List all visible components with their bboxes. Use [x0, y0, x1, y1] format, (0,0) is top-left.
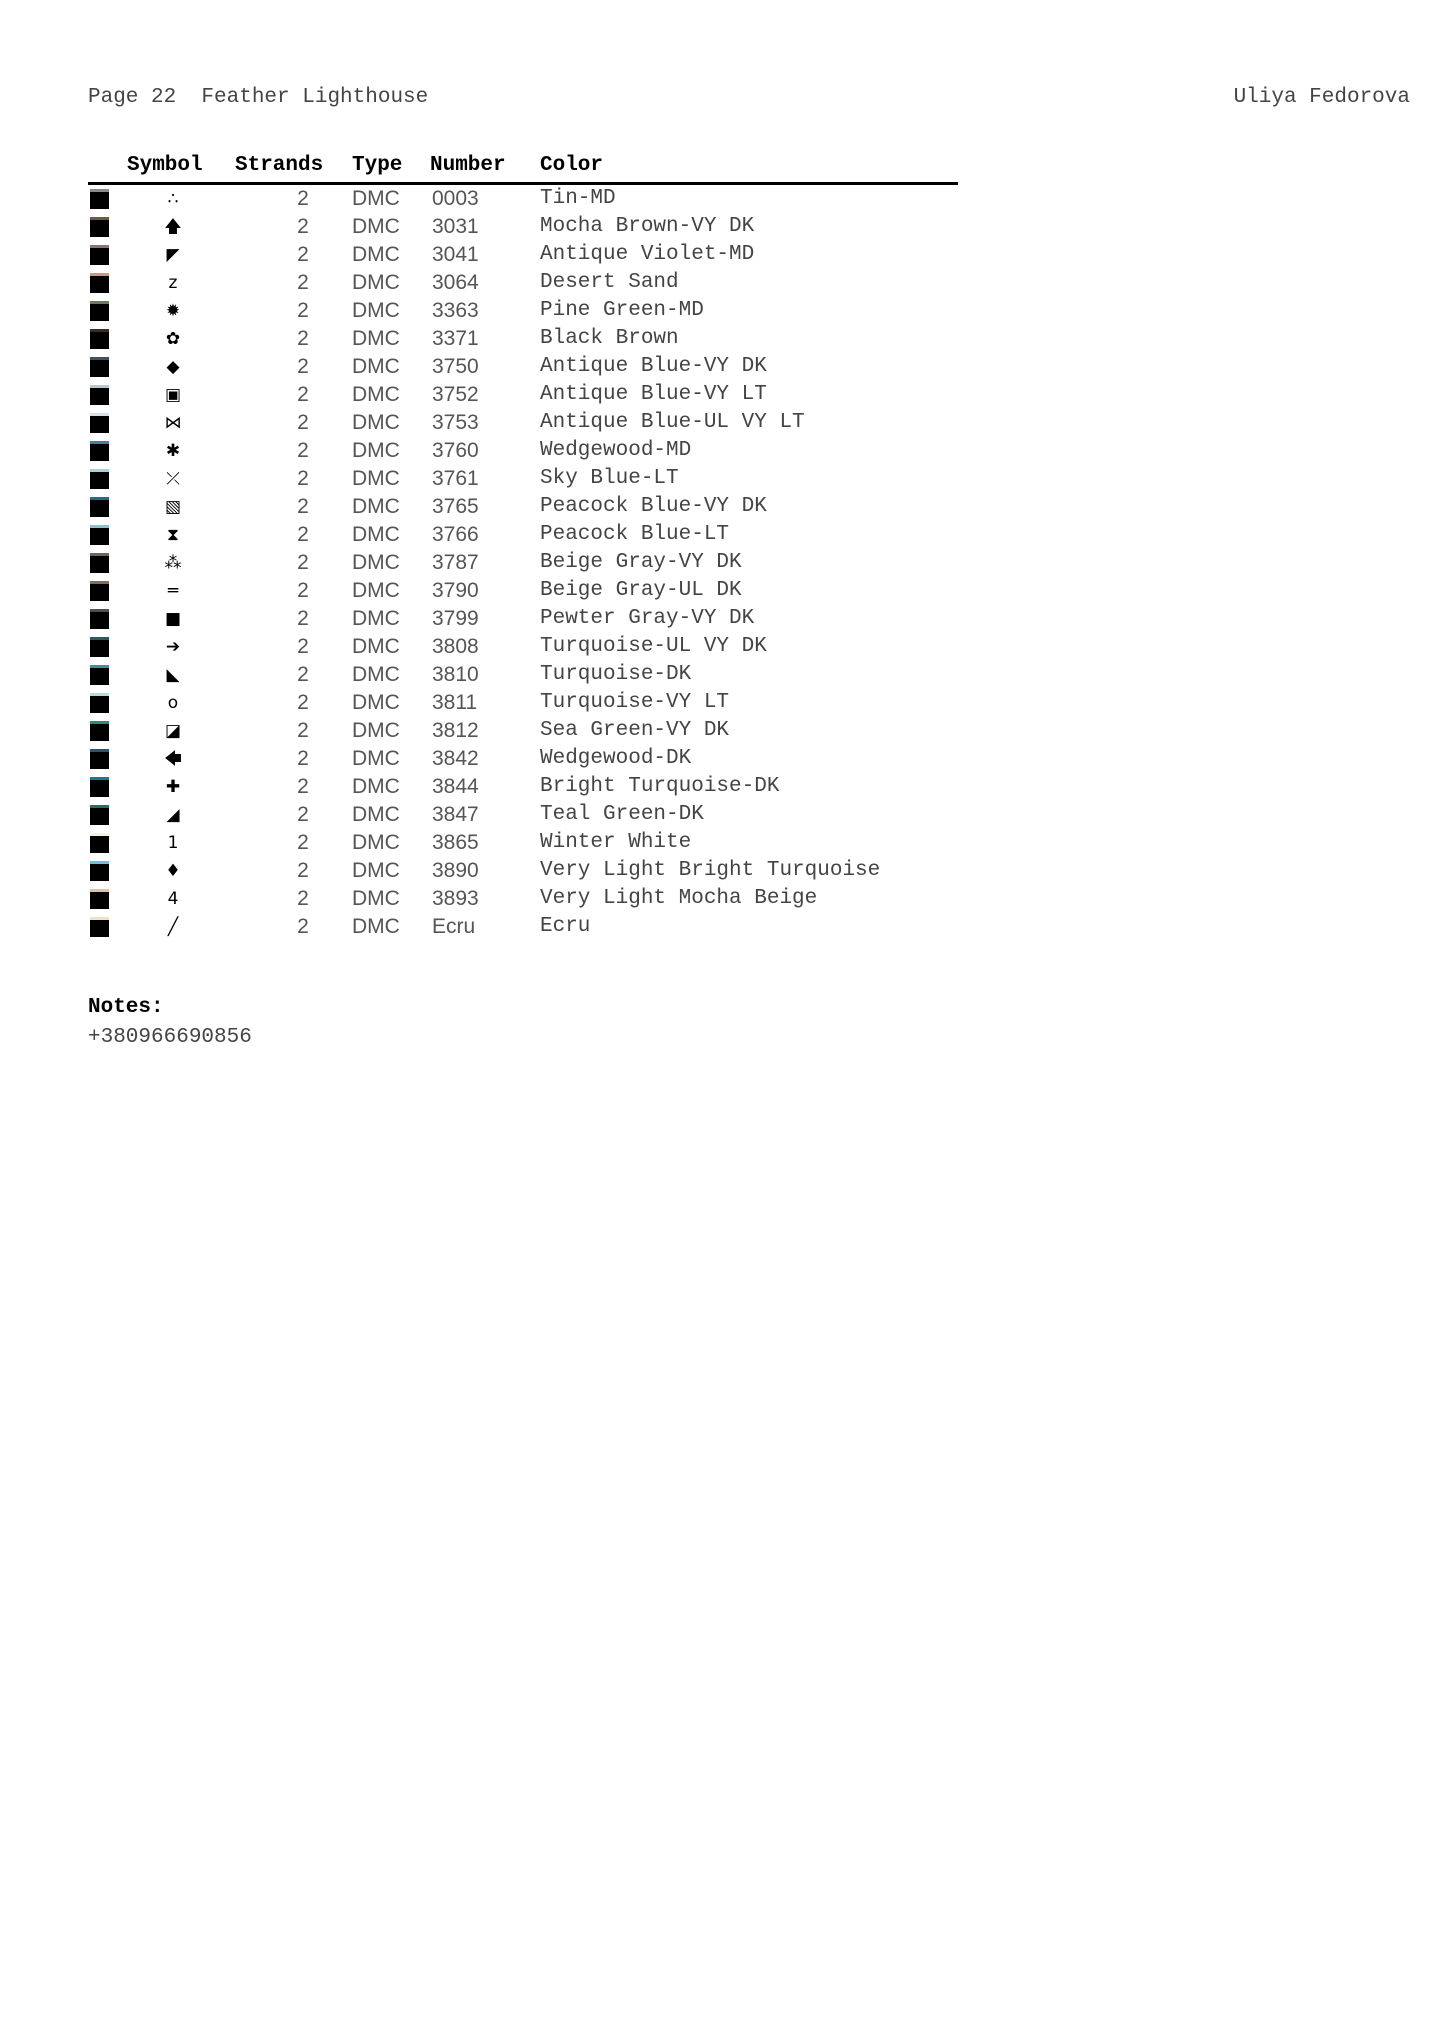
column-header-color: Color [540, 154, 604, 177]
color-swatch [90, 749, 109, 769]
number-cell: 3761 [432, 467, 479, 490]
notes-section [88, 996, 252, 1056]
type-cell: DMC [352, 635, 400, 658]
type-cell: DMC [352, 803, 400, 826]
table-row [88, 465, 958, 493]
type-cell: DMC [352, 887, 400, 910]
author-name: Uliya Fedorova [1233, 86, 1410, 109]
color-swatch [90, 357, 109, 377]
number-cell: 3893 [432, 887, 479, 910]
type-cell: DMC [352, 411, 400, 434]
cross-stitch-symbol-icon: ◣ [166, 665, 180, 685]
type-cell: DMC [352, 775, 400, 798]
color-swatch [90, 273, 109, 293]
color-name-cell: Desert Sand [540, 271, 679, 294]
color-name-cell: Pine Green-MD [540, 299, 704, 322]
color-name-cell: Teal Green-DK [540, 803, 704, 826]
color-name-cell: Very Light Bright Turquoise [540, 859, 881, 882]
number-cell: 3808 [432, 635, 479, 658]
cross-stitch-symbol-icon: ⋈ [164, 413, 182, 433]
cross-stitch-symbol-icon: o [167, 693, 179, 713]
table-row [88, 913, 958, 941]
type-cell: DMC [352, 439, 400, 462]
number-cell: 3031 [432, 215, 479, 238]
number-cell: 3812 [432, 719, 479, 742]
page-header [88, 86, 1410, 116]
number-cell: 0003 [432, 187, 479, 210]
table-row [88, 185, 958, 213]
number-cell: 3041 [432, 243, 479, 266]
cross-stitch-symbol-icon: 1 [167, 833, 179, 853]
color-swatch [90, 609, 109, 629]
table-row [88, 325, 958, 353]
color-swatch [90, 441, 109, 461]
number-cell: 3890 [432, 859, 479, 882]
color-swatch [90, 217, 109, 237]
type-cell: DMC [352, 495, 400, 518]
number-cell: 3064 [432, 271, 479, 294]
floss-legend-table [88, 152, 958, 941]
color-swatch [90, 497, 109, 517]
type-cell: DMC [352, 719, 400, 742]
color-swatch [90, 245, 109, 265]
number-cell: 3842 [432, 747, 479, 770]
table-row [88, 269, 958, 297]
color-name-cell: Turquoise-UL VY DK [540, 635, 767, 658]
color-swatch [90, 917, 109, 937]
notes-text: +380966690856 [88, 1026, 252, 1049]
cross-stitch-symbol-icon: ⤫ [166, 469, 180, 489]
color-name-cell: Antique Violet-MD [540, 243, 755, 266]
cross-stitch-symbol-icon: ✚ [165, 777, 181, 797]
color-name-cell: Peacock Blue-VY DK [540, 495, 767, 518]
color-swatch [90, 693, 109, 713]
strands-cell: 2 [297, 803, 309, 826]
type-cell: DMC [352, 691, 400, 714]
cross-stitch-symbol-icon: ✹ [165, 301, 181, 321]
table-row [88, 801, 958, 829]
color-swatch [90, 777, 109, 797]
cross-stitch-symbol-icon: 4 [167, 889, 179, 909]
table-row [88, 773, 958, 801]
strands-cell: 2 [297, 579, 309, 602]
color-swatch [90, 861, 109, 881]
color-name-cell: Sky Blue-LT [540, 467, 679, 490]
table-row [88, 381, 958, 409]
number-cell: 3790 [432, 579, 479, 602]
type-cell: DMC [352, 831, 400, 854]
cross-stitch-symbol-icon: ═ [167, 581, 179, 601]
strands-cell: 2 [297, 355, 309, 378]
color-name-cell: Sea Green-VY DK [540, 719, 730, 742]
table-row [88, 521, 958, 549]
color-swatch [90, 385, 109, 405]
strands-cell: 2 [297, 243, 309, 266]
color-swatch [90, 525, 109, 545]
number-cell: 3844 [432, 775, 479, 798]
table-row [88, 241, 958, 269]
color-swatch [90, 637, 109, 657]
strands-cell: 2 [297, 747, 309, 770]
table-row [88, 605, 958, 633]
strands-cell: 2 [297, 215, 309, 238]
type-cell: DMC [352, 747, 400, 770]
column-header-strands: Strands [235, 154, 324, 177]
strands-cell: 2 [297, 691, 309, 714]
strands-cell: 2 [297, 327, 309, 350]
type-cell: DMC [352, 467, 400, 490]
number-cell: 3753 [432, 411, 479, 434]
cross-stitch-symbol-icon: ✱ [165, 441, 181, 461]
table-row [88, 549, 958, 577]
column-header-symbol: Symbol [127, 154, 203, 177]
color-name-cell: Antique Blue-UL VY LT [540, 411, 805, 434]
table-row [88, 353, 958, 381]
strands-cell: 2 [297, 271, 309, 294]
type-cell: DMC [352, 187, 400, 210]
strands-cell: 2 [297, 299, 309, 322]
color-swatch [90, 189, 109, 209]
color-name-cell: Winter White [540, 831, 692, 854]
color-swatch [90, 469, 109, 489]
color-name-cell: Turquoise-DK [540, 663, 692, 686]
color-swatch [90, 329, 109, 349]
cross-stitch-symbol-icon: ◪ [164, 721, 182, 741]
cross-stitch-symbol-icon: ╱ [167, 917, 179, 937]
type-cell: DMC [352, 271, 400, 294]
type-cell: DMC [352, 607, 400, 630]
type-cell: DMC [352, 383, 400, 406]
column-header-type: Type [352, 154, 403, 177]
number-cell: 3363 [432, 299, 479, 322]
type-cell: DMC [352, 327, 400, 350]
color-swatch [90, 553, 109, 573]
number-cell: 3371 [432, 327, 479, 350]
color-name-cell: Wedgewood-MD [540, 439, 692, 462]
cross-stitch-symbol-icon: ⧗ [167, 525, 179, 545]
strands-cell: 2 [297, 663, 309, 686]
color-swatch [90, 301, 109, 321]
type-cell: DMC [352, 215, 400, 238]
number-cell: 3787 [432, 551, 479, 574]
color-swatch [90, 805, 109, 825]
color-name-cell: Antique Blue-VY LT [540, 383, 767, 406]
number-cell: 3865 [432, 831, 479, 854]
table-row [88, 661, 958, 689]
cross-stitch-symbol-icon: ➔ [165, 637, 181, 657]
strands-cell: 2 [297, 719, 309, 742]
number-cell: 3760 [432, 439, 479, 462]
color-name-cell: Ecru [540, 915, 591, 938]
color-name-cell: Pewter Gray-VY DK [540, 607, 755, 630]
cross-stitch-symbol-icon: ◢ [166, 805, 180, 825]
number-cell: 3799 [432, 607, 479, 630]
color-name-cell: Very Light Mocha Beige [540, 887, 818, 910]
number-cell: 3750 [432, 355, 479, 378]
strands-cell: 2 [297, 439, 309, 462]
cross-stitch-symbol-icon: ◆ [166, 357, 180, 377]
table-row [88, 717, 958, 745]
number-cell: 3752 [432, 383, 479, 406]
type-cell: DMC [352, 859, 400, 882]
strands-cell: 2 [297, 915, 309, 938]
type-cell: DMC [352, 523, 400, 546]
strands-cell: 2 [297, 187, 309, 210]
notes-title: Notes: [88, 996, 164, 1019]
color-name-cell: Mocha Brown-VY DK [540, 215, 755, 238]
table-row [88, 633, 958, 661]
cross-stitch-symbol-icon: 🡄 [164, 749, 182, 769]
table-row [88, 437, 958, 465]
cross-stitch-symbol-icon: ⁂ [164, 553, 182, 573]
strands-cell: 2 [297, 607, 309, 630]
type-cell: DMC [352, 551, 400, 574]
strands-cell: 2 [297, 495, 309, 518]
color-name-cell: Beige Gray-VY DK [540, 551, 742, 574]
table-row [88, 829, 958, 857]
color-name-cell: Peacock Blue-LT [540, 523, 730, 546]
cross-stitch-symbol-icon: z [168, 273, 178, 293]
table-row [88, 493, 958, 521]
legend-header-row [88, 152, 958, 185]
color-name-cell: Beige Gray-UL DK [540, 579, 742, 602]
color-name-cell: Turquoise-VY LT [540, 691, 730, 714]
type-cell: DMC [352, 915, 400, 938]
strands-cell: 2 [297, 411, 309, 434]
number-cell: 3847 [432, 803, 479, 826]
strands-cell: 2 [297, 383, 309, 406]
cross-stitch-symbol-icon: ✿ [165, 329, 181, 349]
type-cell: DMC [352, 579, 400, 602]
strands-cell: 2 [297, 551, 309, 574]
color-swatch [90, 581, 109, 601]
table-row [88, 857, 958, 885]
color-swatch [90, 721, 109, 741]
type-cell: DMC [352, 355, 400, 378]
color-swatch [90, 665, 109, 685]
number-cell: 3811 [432, 691, 478, 714]
number-cell: 3765 [432, 495, 479, 518]
cross-stitch-symbol-icon: ♦ [165, 861, 181, 881]
type-cell: DMC [352, 243, 400, 266]
cross-stitch-symbol-icon: ▣ [164, 385, 182, 405]
table-row [88, 689, 958, 717]
table-row [88, 213, 958, 241]
cross-stitch-symbol-icon: ▧ [164, 497, 182, 517]
color-name-cell: Wedgewood-DK [540, 747, 692, 770]
cross-stitch-symbol-icon: ◤ [166, 245, 180, 265]
type-cell: DMC [352, 663, 400, 686]
color-swatch [90, 413, 109, 433]
strands-cell: 2 [297, 523, 309, 546]
number-cell: 3766 [432, 523, 479, 546]
color-name-cell: Black Brown [540, 327, 679, 350]
strands-cell: 2 [297, 467, 309, 490]
type-cell: DMC [352, 299, 400, 322]
color-swatch [90, 889, 109, 909]
strands-cell: 2 [297, 635, 309, 658]
strands-cell: 2 [297, 887, 309, 910]
table-row [88, 577, 958, 605]
cross-stitch-symbol-icon: 🡅 [164, 217, 182, 237]
color-name-cell: Tin-MD [540, 187, 616, 210]
color-swatch [90, 833, 109, 853]
strands-cell: 2 [297, 775, 309, 798]
table-row [88, 745, 958, 773]
legend-rows [88, 185, 958, 941]
cross-stitch-symbol-icon: ■ [164, 609, 182, 629]
color-name-cell: Bright Turquoise-DK [540, 775, 780, 798]
table-row [88, 297, 958, 325]
strands-cell: 2 [297, 859, 309, 882]
cross-stitch-symbol-icon: ∴ [167, 189, 179, 209]
table-row [88, 885, 958, 913]
color-name-cell: Antique Blue-VY DK [540, 355, 767, 378]
number-cell: 3810 [432, 663, 479, 686]
page-title: Page 22 Feather Lighthouse [88, 86, 429, 109]
number-cell: Ecru [432, 915, 476, 938]
table-row [88, 409, 958, 437]
column-header-number: Number [430, 154, 506, 177]
strands-cell: 2 [297, 831, 309, 854]
